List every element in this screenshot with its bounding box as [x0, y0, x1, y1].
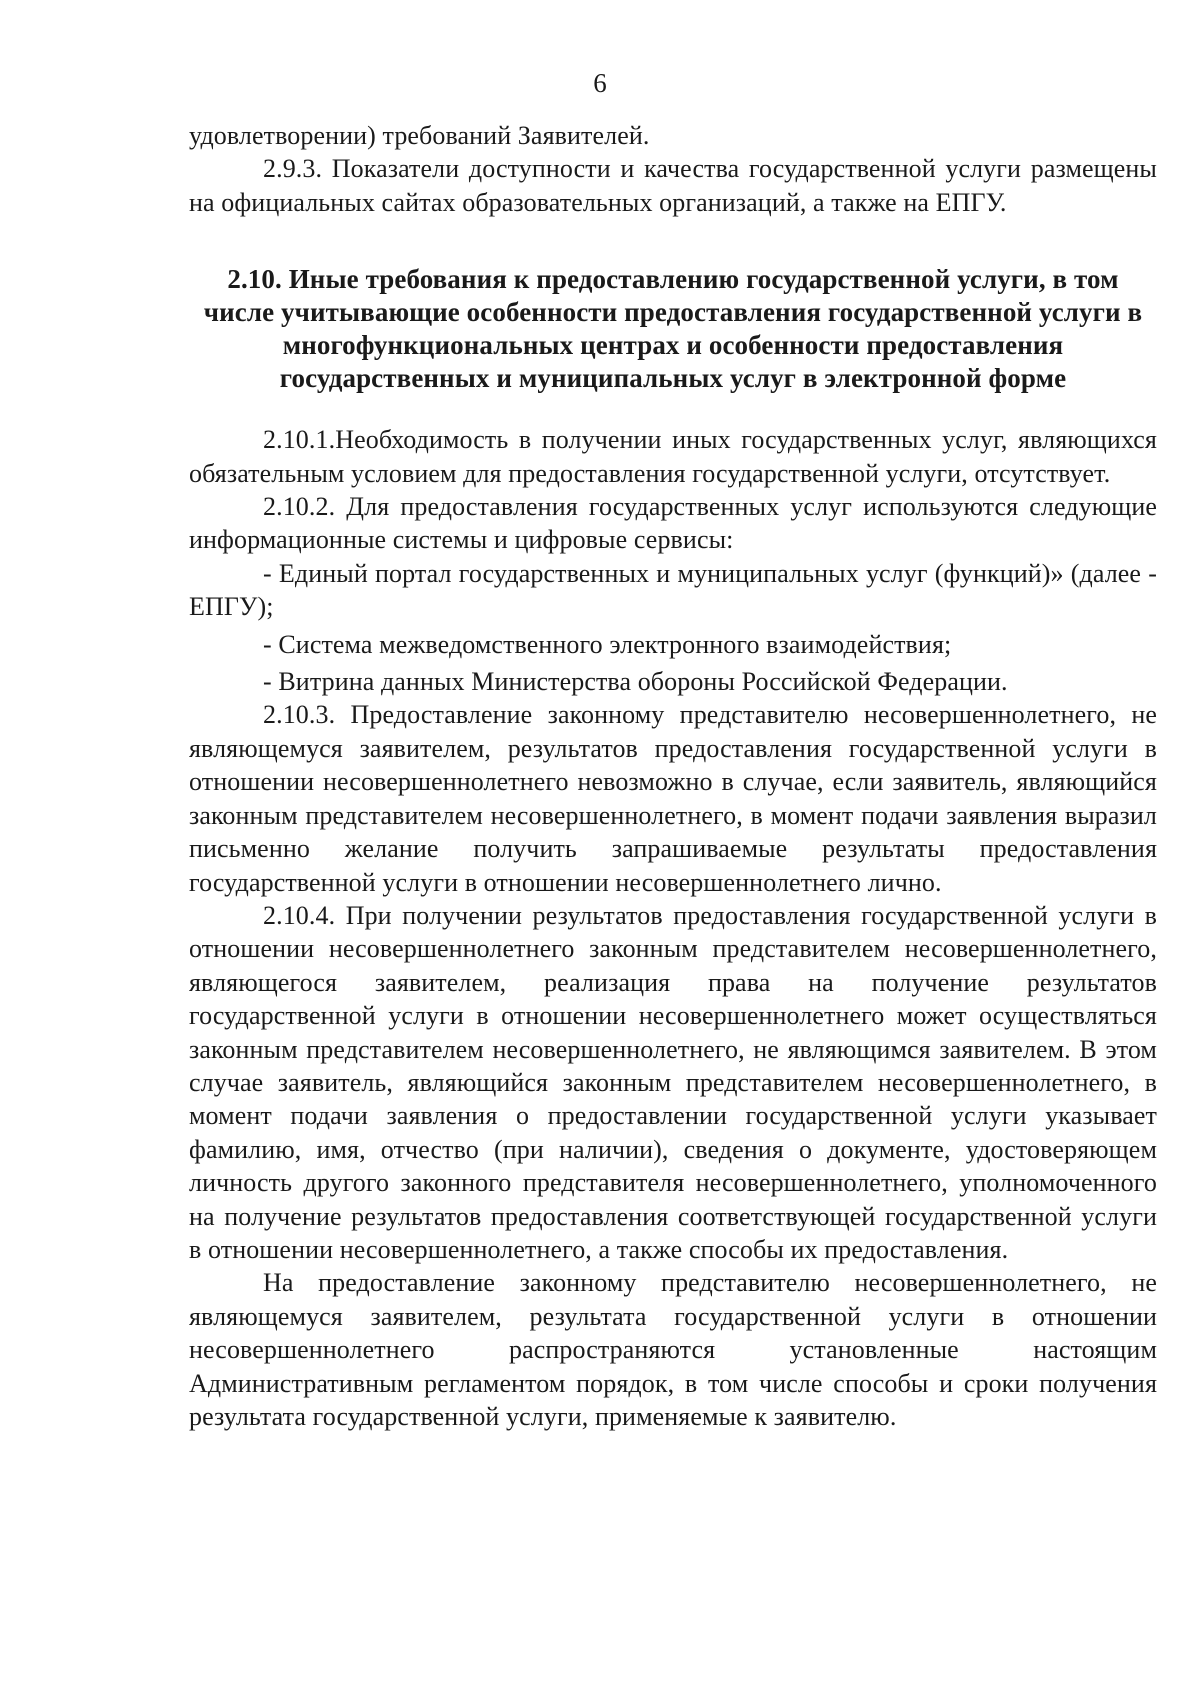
paragraph-2-9-3: 2.9.3. Показатели доступности и качества государственной услуги размещены на официальных сайтах образовательных организаций, а также на ЕПГУ.	[189, 154, 1157, 217]
paragraph-2-10-3: 2.10.3. Предоставление законному представителю несовершеннолетнего, не являющемуся заявителем, результатов предоставления государственной услуги в отношении несовершеннолетнего невозможно в случае, если заявитель, являющийся законным представителем несовершеннолетнего, в момент подачи заявления выразил письменно желание получить запрашиваемые результаты предоставления государственной услуги в отношении несовершеннолетнего лично.	[189, 700, 1157, 897]
list-item-smev: - Система межведомственного электронного взаимодействия;	[263, 629, 952, 659]
list-item-epgu: - Единый портал государственных и муниципальных услуг (функций)» (далее - ЕПГУ);	[189, 558, 1157, 622]
section-heading-2-10: 2.10. Иные требования к предоставлению государственной услуги, в том числе учитывающие особенности предоставления государственной услуги в многофункциональных центрах и особенности предоставления государственных и муниципальных услуг в электронной форме	[203, 264, 1143, 394]
paragraph-2-10-4: 2.10.4. При получении результатов предоставления государственной услуги в отношении несовершеннолетнего законным представителем несовершеннолетнего, являющегося заявителем, реализация права на получение результатов государственной услуги в отношении несовершеннолетнего может осуществляться законным представителем несовершеннолетнего, не являющимся заявителем. В этом случае заявитель, являющийся законным представителем несовершеннолетнего, в момент подачи заявления о предоставлении государственной услуги указывает фамилию, имя, отчество (при наличии), сведения о документе, удостоверяющем личность другого законного представителя несовершеннолетнего, уполномоченного на получение результатов предоставления соответствующей государственной услуги в отношении несовершеннолетнего, а также способы их предоставления.	[189, 900, 1157, 1264]
paragraph-2-10-1: 2.10.1.Необходимость в получении иных государственных услуг, являющихся обязательным условием для предоставления государственной услуги, отсутствует.	[189, 425, 1157, 488]
list-item-vitrina: - Витрина данных Министерства обороны Российской Федерации.	[263, 667, 1008, 697]
document-body	[189, 119, 1157, 1433]
paragraph-2-10-2: 2.10.2. Для предоставления государственных услуг используются следующие информационные системы и цифровые сервисы:	[189, 492, 1157, 555]
paragraph-continuation: удовлетворении) требований Заявителей.	[189, 121, 650, 150]
page-number: 6	[593, 68, 607, 98]
paragraph-final: На предоставление законному представителю несовершеннолетнего, не являющемуся заявителем, результата государственной услуги в отношении несовершеннолетнего распространяются установленные настоящим Административным регламентом порядок, в том числе способы и сроки получения результата государственной услуги, применяемые к заявителю.	[189, 1268, 1157, 1431]
